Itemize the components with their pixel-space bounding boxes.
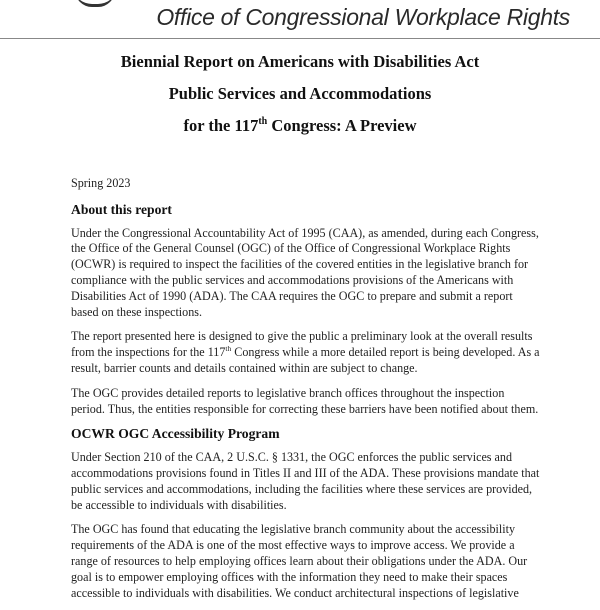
title-line-3-sup: th xyxy=(258,116,268,127)
about-p2-sup: th xyxy=(225,344,232,354)
report-date: Spring 2023 xyxy=(71,176,131,190)
program-paragraph-2: The OGC has found that educating the legislative branch community about the accessibility requirements of the ADA is one of the most effective ways to improve access. We provide a range of resources to help employing offices learn about their obligations under the ADA. Our goal is to empower employing offices with the information they need to make their spaces accessible to individuals with disabilities. We conduct architectural inspections of legislative xyxy=(71,522,528,600)
about-p2-post: Congress while a more detailed report is being developed. As a result, barrier counts and details contained within are subject to change. xyxy=(71,345,540,375)
title-line-3-pre: for the 117 xyxy=(183,116,259,135)
title-line-3 xyxy=(0,114,600,146)
header-divider xyxy=(0,38,600,39)
document-body xyxy=(71,176,541,610)
office-name: Office of Congressional Workplace Rights xyxy=(156,4,570,30)
report-title xyxy=(0,50,600,146)
program-paragraph-1: Under Section 210 of the CAA, 2 U.S.C. § 1331, the OGC enforces the public services and accommodations provisions found in Titles II and III of the ADA. These provisions mandate that public services and accommodations, including the facilities where these services are provided, be accessible to individuals with disabilities. xyxy=(71,450,540,512)
heading-about-this-report: About this report xyxy=(71,201,172,217)
heading-accessibility-program: OCWR OGC Accessibility Program xyxy=(71,426,280,442)
about-paragraph-3: The OGC provides detailed reports to legislative branch offices throughout the inspection period. Thus, the entities responsible for correcting these barriers have been notified about them. xyxy=(71,385,539,416)
about-paragraph-2 xyxy=(71,329,541,376)
title-line-2: Public Services and Accommodations xyxy=(168,84,432,103)
title-line-3-post: Congress: A Preview xyxy=(267,116,417,135)
title-line-1: Biennial Report on Americans with Disabilities Act xyxy=(120,52,480,71)
about-paragraph-1: Under the Congressional Accountability Act of 1995 (CAA), as amended, during each Congress, the Office of the General Counsel (OGC) of the Office of Congressional Workplace Rights (OCWR) is required to inspect the facilities of the covered entities in the legislative branch for compliance with the public services and accommodations provisions of the Americans with Disabilities Act of 1990 (ADA). The CAA requires the OGC to prepare and submit a report based on these inspections. xyxy=(71,225,539,319)
about-p2-pre: The report presented here is designed to give the public a preliminary look at the overall results from the inspections for the 117 xyxy=(71,329,533,360)
logo-fragment xyxy=(75,0,115,7)
